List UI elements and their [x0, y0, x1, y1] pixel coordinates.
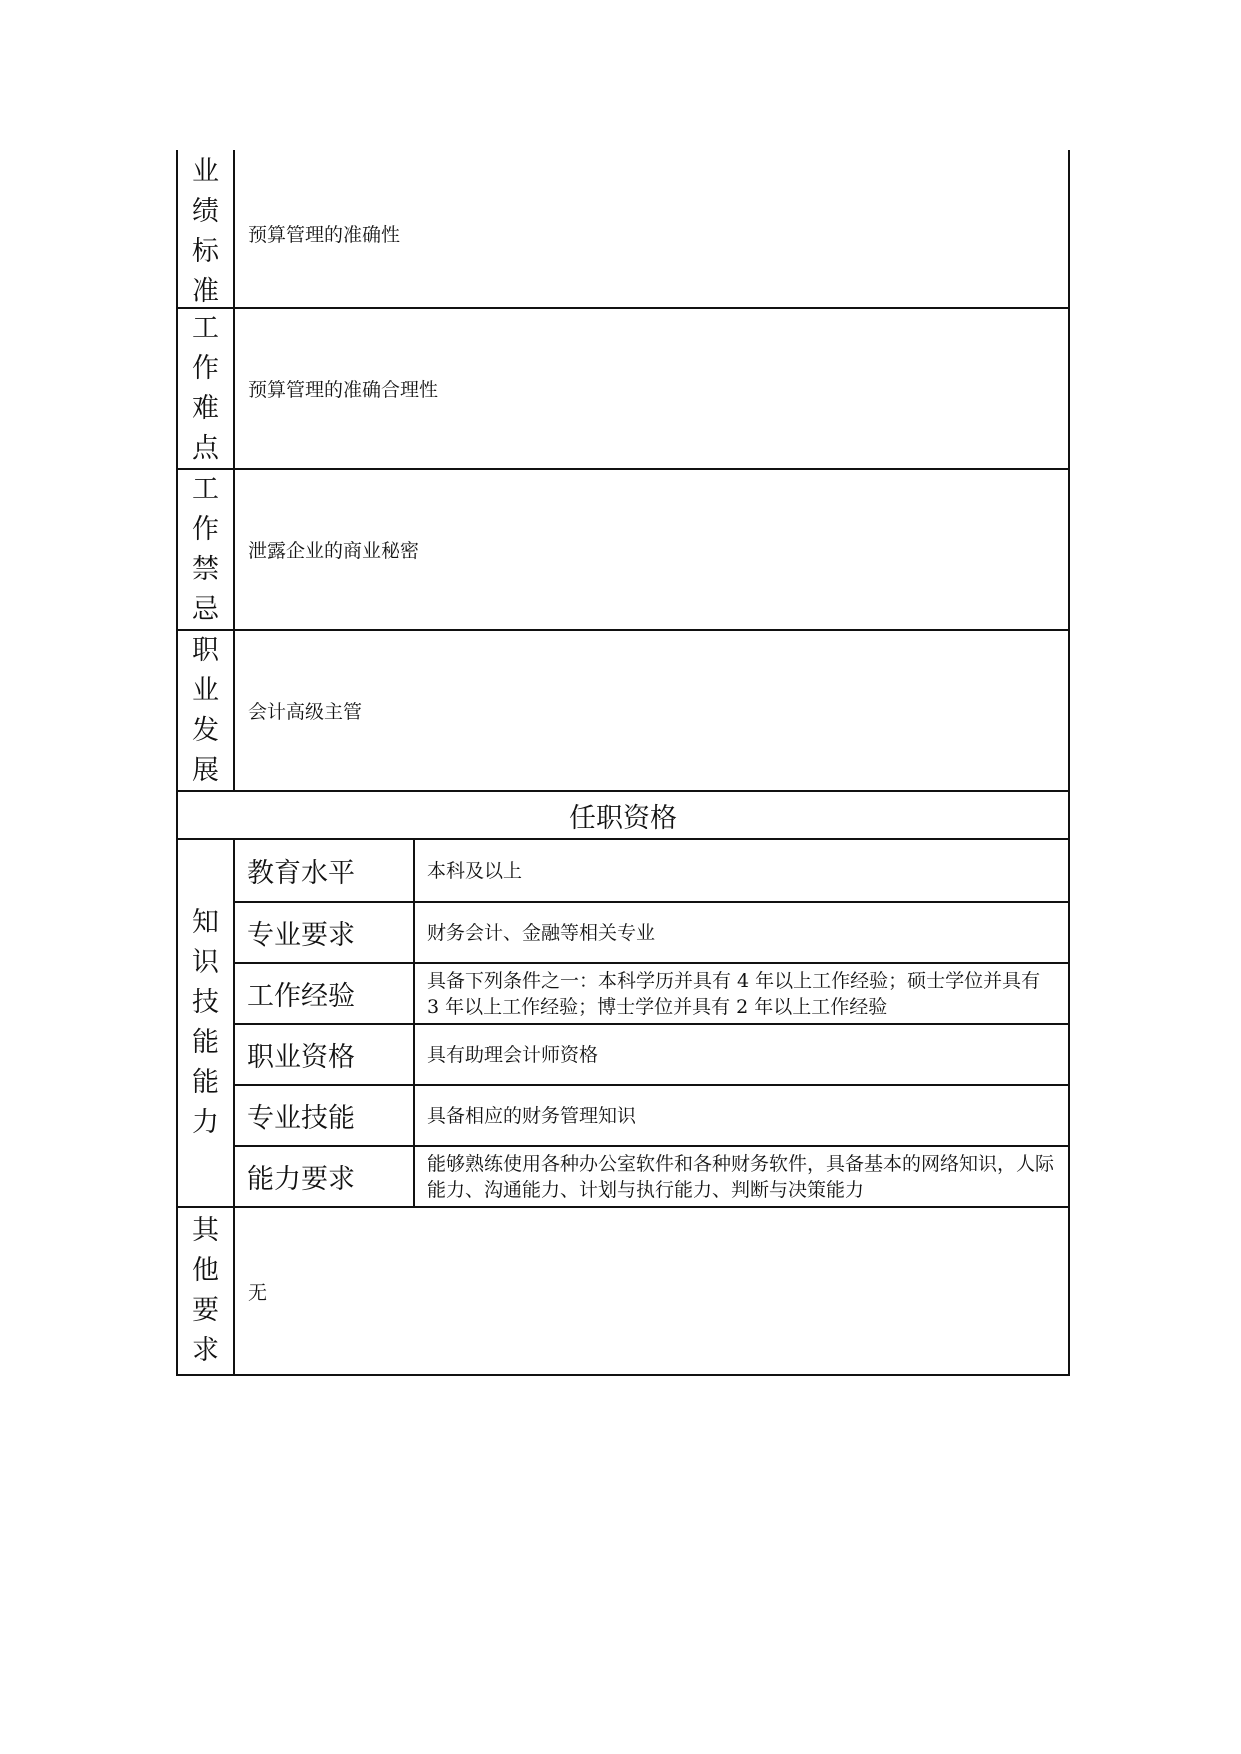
qualification-section-title: 任职资格 [178, 790, 1068, 838]
label-char: 要 [192, 1295, 219, 1326]
other-requirements-content: 无 [248, 1281, 268, 1304]
label-char: 能 [192, 1027, 219, 1058]
other-requirements-row [178, 1206, 1068, 1374]
professional-skill-label: 专业技能 [235, 1086, 415, 1145]
label-char: 能 [192, 1067, 219, 1098]
work-difficulty-content: 预算管理的准确合理性 [248, 379, 439, 401]
label-char: 业 [192, 156, 219, 187]
knowledge-skills-block [178, 838, 1068, 1206]
performance-standard-row [178, 150, 1068, 307]
label-char: 其 [192, 1215, 219, 1246]
other-requirements-label [178, 1208, 235, 1374]
major-requirement-row [235, 901, 1068, 962]
ability-requirement-row [235, 1145, 1068, 1206]
professional-qualification-label: 职业资格 [235, 1025, 415, 1084]
professional-skill-row [235, 1084, 1068, 1145]
professional-qualification-value: 具有助理会计师资格 [427, 1043, 599, 1066]
work-experience-label: 工作经验 [235, 964, 415, 1023]
label-char: 准 [192, 276, 219, 307]
knowledge-skills-list [235, 840, 1068, 1206]
work-experience-value: 具备下列条件之一：本科学历并具有 4 年以上工作经验；硕士学位并具有 3 年以上工作经验；博士学位并具有 2 年以上工作经验 [427, 969, 1041, 1018]
label-char: 作 [192, 513, 219, 545]
label-char: 忌 [192, 593, 219, 625]
label-char: 禁 [192, 553, 219, 585]
work-taboo-label [178, 470, 235, 629]
label-char: 职 [192, 634, 219, 666]
label-char: 识 [192, 947, 219, 978]
professional-skill-value: 具备相应的财务管理知识 [427, 1104, 637, 1127]
ability-requirement-value: 能够熟练使用各种办公室软件和各种财务软件，具备基本的网络知识，人际能力、沟通能力、计划与执行能力、判断与决策能力 [427, 1152, 1055, 1201]
label-char: 展 [192, 754, 219, 786]
label-char: 难 [192, 392, 219, 424]
label-char: 他 [192, 1255, 219, 1286]
label-char: 工 [192, 312, 219, 344]
education-level-value: 本科及以上 [427, 859, 523, 882]
job-description-table [176, 150, 1070, 1376]
education-level-row [235, 840, 1068, 901]
ability-requirement-label: 能力要求 [235, 1147, 415, 1206]
label-char: 知 [192, 907, 219, 938]
work-difficulty-label [178, 309, 235, 468]
career-development-label [178, 631, 235, 790]
work-experience-row [235, 962, 1068, 1023]
label-char: 技 [192, 987, 219, 1018]
major-requirement-value: 财务会计、金融等相关专业 [427, 921, 656, 944]
career-development-content: 会计高级主管 [248, 701, 363, 723]
knowledge-skills-label [178, 840, 235, 1206]
label-char: 业 [192, 674, 219, 706]
label-char: 力 [192, 1107, 219, 1138]
work-taboo-row [178, 468, 1068, 629]
work-difficulty-row [178, 307, 1068, 468]
label-char: 发 [192, 714, 219, 746]
education-level-label: 教育水平 [235, 840, 415, 901]
work-taboo-content: 泄露企业的商业秘密 [248, 540, 420, 562]
label-char: 工 [192, 473, 219, 505]
label-char: 点 [192, 432, 219, 464]
performance-standard-content: 预算管理的准确性 [248, 224, 401, 246]
label-char: 作 [192, 352, 219, 384]
label-char: 标 [192, 236, 219, 267]
label-char: 求 [192, 1335, 219, 1366]
performance-standard-label [178, 150, 235, 307]
professional-qualification-row [235, 1023, 1068, 1084]
label-char: 绩 [192, 196, 219, 227]
major-requirement-label: 专业要求 [235, 903, 415, 962]
career-development-row [178, 629, 1068, 790]
